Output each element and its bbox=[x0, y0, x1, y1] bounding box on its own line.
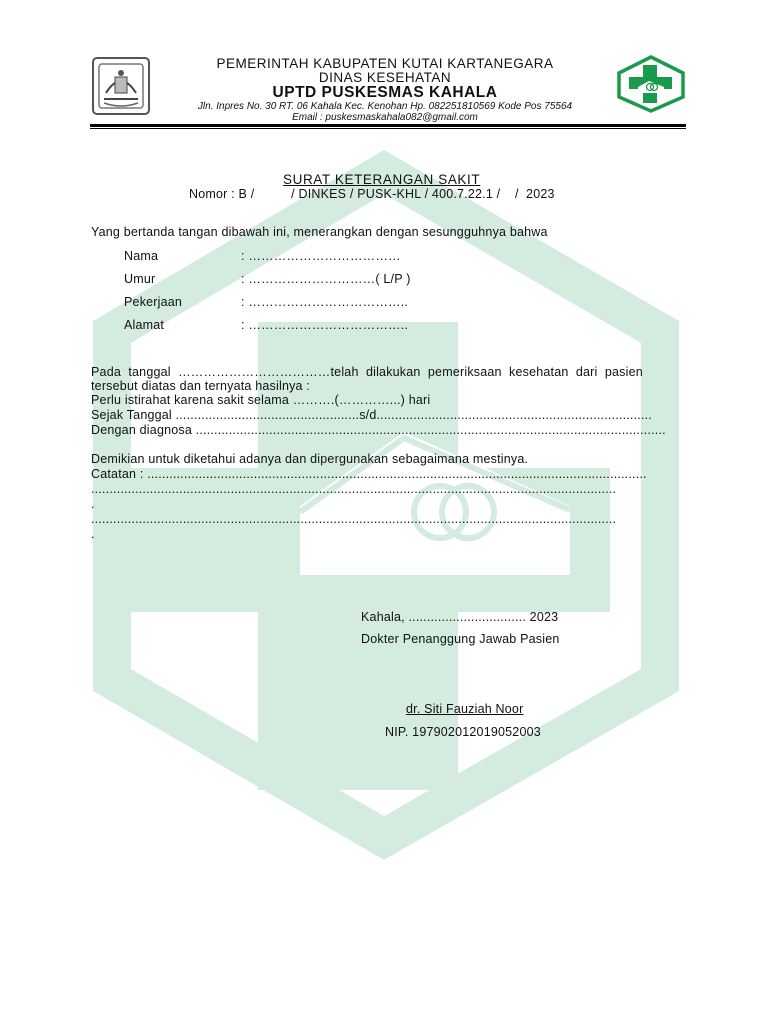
header-government: PEMERINTAH KABUPATEN KUTAI KARTANEGARA bbox=[216, 56, 554, 71]
header-divider-thin bbox=[90, 128, 686, 129]
notes-dots-1: ............................................................................................................................................... bbox=[91, 482, 617, 496]
notes-line: Catatan : ........................................................................................................................................ bbox=[91, 467, 647, 481]
header-institution: UPTD PUSKESMAS KAHALA bbox=[272, 84, 498, 101]
field-value-pekerjaan: : ……………………………….. bbox=[241, 295, 409, 309]
header-email: Email : puskesmaskahala082@gmail.com bbox=[292, 112, 478, 123]
header-department: DINAS KESEHATAN bbox=[318, 70, 452, 85]
puskesmas-logo-icon bbox=[616, 55, 686, 113]
place-date: Kahala, ................................ 2023 bbox=[361, 610, 559, 624]
regency-crest-icon bbox=[90, 55, 152, 117]
notes-dots-2: ............................................................................................................................................... bbox=[91, 512, 617, 526]
document-title: SURAT KETERANGAN SAKIT bbox=[283, 172, 481, 187]
notes-dot-b: . bbox=[91, 527, 95, 541]
header-divider bbox=[90, 124, 686, 127]
since-date: Sejak Tanggal ..................................................s/d........................................................................... bbox=[91, 408, 652, 422]
signatory-nip: NIP. 197902012019052003 bbox=[385, 725, 541, 739]
examination-statement: Pada tanggal ………………………………telah dilakukan pemeriksaan kesehatan dari pasien bbox=[91, 365, 643, 379]
header-address: Jln. Inpres No. 30 RT. 06 Kahala Kec. Kenohan Hp. 082251810569 Kode Pos 75564 bbox=[197, 101, 573, 112]
document-number: Nomor : B / / DINKES / PUSK-KHL / 400.7.22.1 / / 2023 bbox=[189, 187, 555, 201]
notes-dot-a: . bbox=[91, 497, 95, 511]
intro-statement: Yang bertanda tangan dibawah ini, menerangkan dengan sesungguhnya bahwa bbox=[91, 225, 548, 239]
signatory-name: dr. Siti Fauziah Noor bbox=[406, 702, 524, 716]
closing-statement: Demikian untuk diketahui adanya dan dipergunakan sebagaimana mestinya. bbox=[91, 452, 529, 466]
rest-period: Perlu istirahat karena sakit selama ……….(…………...) hari bbox=[91, 393, 431, 407]
field-value-umur: : …………………………( L/P ) bbox=[241, 272, 411, 286]
field-value-nama: : ……………………………… bbox=[241, 249, 401, 263]
diagnosis: Dengan diagnosa ................................................................................................................................ bbox=[91, 423, 666, 437]
signatory-role: Dokter Penanggung Jawab Pasien bbox=[361, 632, 560, 646]
field-value-alamat: : ……………………………….. bbox=[241, 318, 409, 332]
result-statement: tersebut diatas dan ternyata hasilnya : bbox=[91, 379, 311, 393]
field-label-umur: Umur bbox=[124, 272, 156, 286]
field-label-alamat: Alamat bbox=[124, 318, 165, 332]
field-label-nama: Nama bbox=[124, 249, 159, 263]
field-label-pekerjaan: Pekerjaan bbox=[124, 295, 183, 309]
